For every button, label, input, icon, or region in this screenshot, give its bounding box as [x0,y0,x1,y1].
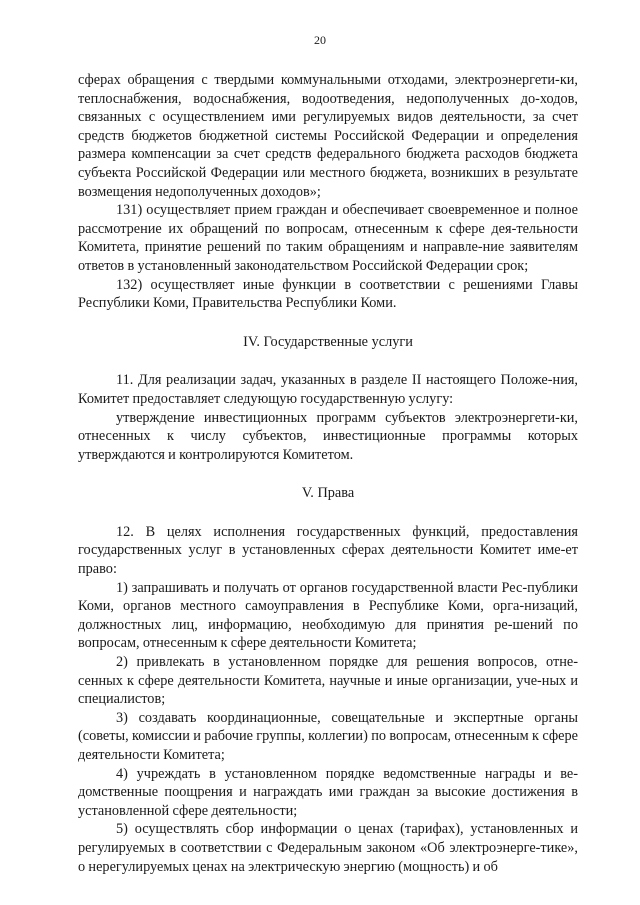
paragraph-continuation: сферах обращения с твердыми коммунальными отходами, электроэнергети-ки, теплоснабжения, водоснабжения, водоотведения, недополученных до-ходов, связанных с осуществлением ими регулируемых видов деятельности, за счет средств бюджетов бюджетной системы Российской Федерации и определения размера компенсации за счет средств федерального бюджета расходов бюджета субъекта Российской Федерации или местного бюджета, возникших в результате возмещения недополученных доходов»; [78,72,578,200]
spacer [78,464,578,484]
document-body [78,71,578,876]
paragraph-right-1: 1) запрашивать и получать от органов государственной власти Рес-публики Коми, органов местного самоуправления в Республике Коми, орга-низаций, должностных лиц, информацию, необходимую для принятия ре-шений по вопросам, отнесенным к сфере деятельности Комитета; [78,579,578,652]
paragraph-clause-11: 11. Для реализации задач, указанных в разделе II настоящего Положе-ния, Комитет предоставляет следующую государственную услугу: [78,372,578,407]
paragraph-right-4: 4) учреждать в установленном порядке ведомственные награды и ве-домственные поощрения и награждать ими граждан за высокие достижения в установленной сфере деятельности; [78,765,578,819]
spacer [78,313,578,333]
paragraph-right-5: 5) осуществлять сбор информации о ценах (тарифах), установленных и регулируемых в соответствии с Федеральным законом «Об электроэнерге-тике», о нерегулируемых ценах на электрическую энергию (мощность) и об [78,821,578,875]
section-heading-iv: IV. Государственные услуги [243,333,413,350]
paragraph-item-131: 131) осуществляет прием граждан и обеспечивает своевременное и полное рассмотрение их обращений по вопросам, отнесенным к сфере дея-тельности Комитета, принятие решений по таким обращениям и направле-ние заявителям ответов в установленный законодательством Российской Федерации срок; [78,202,578,274]
paragraph-right-2: 2) привлекать в установленном порядке для решения вопросов, отне-сенных к сфере деятельности Комитета, научные и иные организации, уче-ных и специалистов; [78,654,578,708]
paragraph-right-3: 3) создавать координационные, совещательные и экспертные органы (советы, комиссии и рабочие группы, коллегии) по вопросам, отнесенным к сфере деятельности Комитета; [78,709,578,763]
section-heading-v: V. Права [301,485,355,502]
paragraph-clause-12: 12. В целях исполнения государственных функций, предоставления государственных услуг в установленных сферах деятельности Комитет име-ет право: [78,523,578,578]
spacer [78,503,578,523]
paragraph-item-132: 132) осуществляет иные функции в соответствии с решениями Главы Республики Коми, Правительства Республики Коми. [78,276,578,312]
spacer [78,351,578,371]
paragraph-service: утверждение инвестиционных программ субъектов электроэнергети-ки, отнесенных к числу субъектов, инвестиционные программы которых утверждаются и контролируются Комитетом. [78,409,578,463]
page-number: 20 [314,33,326,47]
